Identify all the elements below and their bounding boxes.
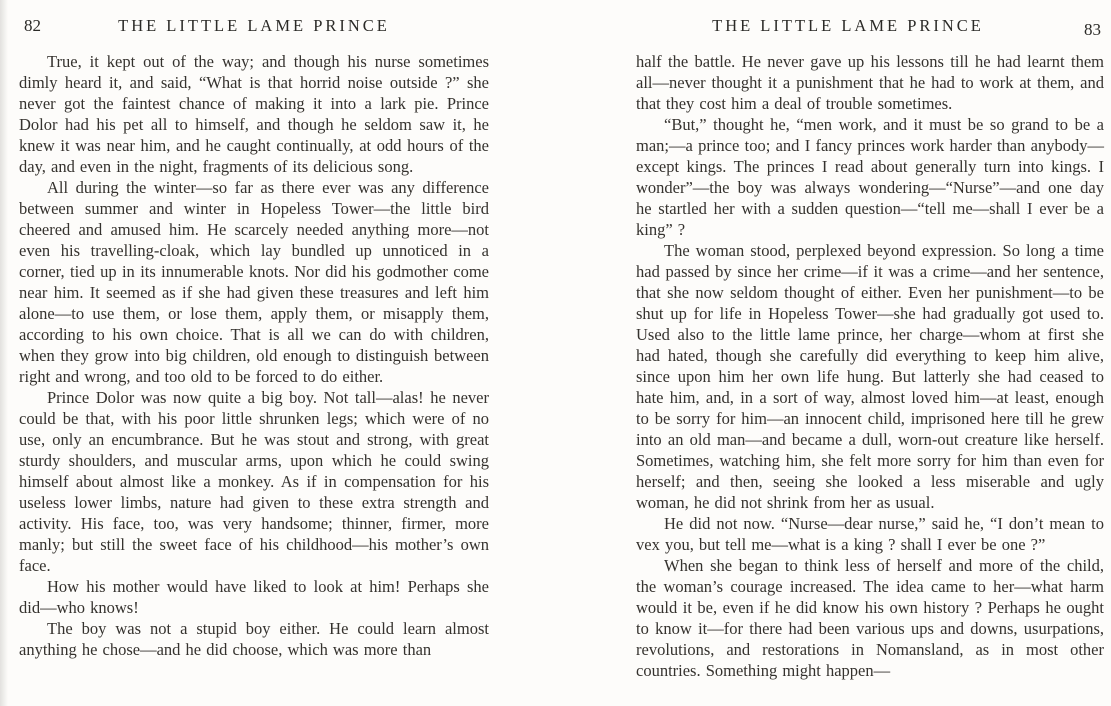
page-number-right: 83 — [1084, 20, 1101, 39]
paragraph: True, it kept out of the way; and though his nurse sometimes dimly heard it, and said, “What is that horrid noise outside ?” she never got the faintest chance of making it into a lark pie. Prince Dolor had his pet all to himself, and though he seldom saw it, he knew it was near him, and he caught continually, at odd hours of the day, and even in the night, fragments of its delicious song. — [19, 52, 489, 176]
page-body-left — [19, 51, 489, 660]
page-body-right — [636, 51, 1104, 681]
page-number-left: 82 — [24, 16, 41, 35]
page-header-right — [636, 16, 1104, 51]
paragraph: The boy was not a stupid boy either. He could learn almost anything he chose—and he did choose, which was more than — [19, 619, 489, 659]
paragraph: He did not now. “Nurse—dear nurse,” said he, “I don’t mean to vex you, but tell me—what is a king ? shall I ever be one ?” — [636, 514, 1104, 554]
paragraph: The woman stood, perplexed beyond expression. So long a time had passed by since her crime—if it was a crime—and her sentence, that she now seldom thought of either. Even her punishment—to be shut up for life in Hopeless Tower—she had gradually got used to. Used also to the little lame prince, her charge—whom at first she had hated, though she carefully did everything to keep him alive, since upon him her own life hung. But latterly she had ceased to hate him, and, in a sort of way, almost loved him—at least, enough to be sorry for him—an innocent child, imprisoned here till he grew into an old man—and became a dull, worn-out creature like herself. Sometimes, watching him, she felt more sorry for him than even for herself; and then, seeing she looked a less miserable and ugly woman, he did not shrink from her as usual. — [636, 241, 1104, 512]
paragraph: How his mother would have liked to look at him! Perhaps she did—who knows! — [19, 577, 489, 617]
page-82 — [0, 0, 555, 706]
running-head-right: THE LITTLE LAME PRINCE — [712, 16, 984, 35]
paragraph: Prince Dolor was now quite a big boy. Not tall—alas! he never could be that, with his poor little shrunken legs; which were of no use, only an encumbrance. But he was stout and strong, with great sturdy shoulders, and muscular arms, upon which he could swing himself about almost like a monkey. As if in compensation for his useless lower limbs, nature had given to these extra strength and activity. His face, too, was very handsome; thinner, firmer, more manly; but still the sweet face of his childhood—his mother’s own face. — [19, 388, 489, 575]
paragraph: When she began to think less of herself and more of the child, the woman’s courage increased. The idea came to her—what harm would it be, even if he did know his own history ? Perhaps he ought to know it—for there had been various ups and downs, usurpations, revolutions, and restorations in Nomansland, as in most other countries. Something might happen— — [636, 556, 1104, 680]
paragraph: “But,” thought he, “men work, and it must be so grand to be a man;—a prince too; and I fancy princes work harder than anybody—except kings. The princes I read about generally turn into kings. I wonder”—the boy was always wondering—“Nurse”—and one day he startled her with a sudden question—“tell me—shall I ever be a king” ? — [636, 115, 1104, 239]
paragraph: All during the winter—so far as there ever was any difference between summer and winter in Hopeless Tower—the little bird cheered and amused him. He scarcely needed anything more—not even his travelling-cloak, which lay bundled up unnoticed in a corner, tied up in its innumerable knots. Nor did his godmother come near him. It seemed as if she had given these treasures and left him alone—to use them, or lose them, apply them, or misapply them, according to his own choice. That is all we can do with children, when they grow into big children, old enough to distinguish between right and wrong, and too old to be forced to do either. — [19, 178, 489, 386]
running-head-left: THE LITTLE LAME PRINCE — [118, 16, 390, 35]
page-header-left — [19, 16, 489, 51]
paragraph: half the battle. He never gave up his lessons till he had learnt them all—never thought it a punishment that he had to work at them, and that they cost him a deal of trouble sometimes. — [636, 52, 1104, 113]
page-83 — [555, 0, 1111, 706]
